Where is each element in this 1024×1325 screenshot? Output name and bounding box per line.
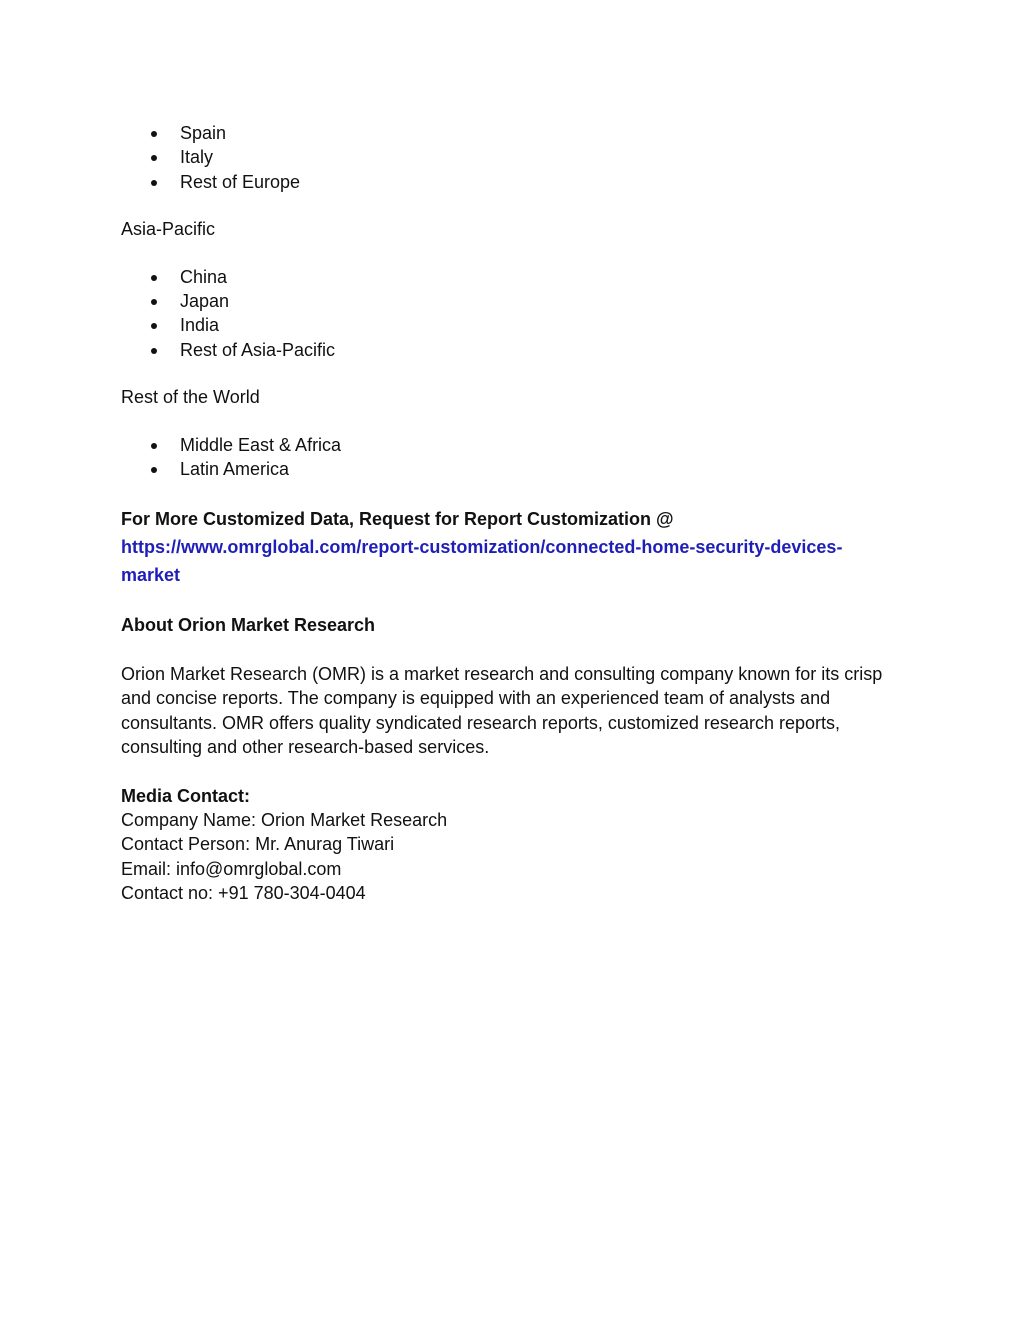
bullet-icon xyxy=(151,443,157,449)
customization-link-line1[interactable]: https://www.omrglobal.com/report-customization/connected-home-security-devices- xyxy=(121,537,843,558)
bullet-icon xyxy=(151,131,157,137)
europe-country-list xyxy=(121,121,911,194)
list-item: Rest of Europe xyxy=(121,170,911,194)
bullet-icon xyxy=(151,299,157,305)
customization-prompt: For More Customized Data, Request for Report Customization @ xyxy=(121,509,674,530)
bullet-icon xyxy=(151,155,157,161)
document-content xyxy=(121,121,911,906)
list-item: Latin America xyxy=(121,457,911,481)
customization-link-line2[interactable]: market xyxy=(121,565,181,586)
list-item: Spain xyxy=(121,121,911,145)
rest-of-world-list xyxy=(121,433,911,482)
bullet-icon xyxy=(151,275,157,281)
contact-company: Company Name: Orion Market Research xyxy=(121,809,448,830)
contact-phone: Contact no: +91 780-304-0404 xyxy=(121,883,366,904)
list-item: Italy xyxy=(121,145,911,169)
about-heading: About Orion Market Research xyxy=(121,615,376,636)
list-item: China xyxy=(121,265,911,289)
list-item: Rest of Asia-Pacific xyxy=(121,338,911,362)
list-item: Middle East & Africa xyxy=(121,433,911,457)
asia-pacific-heading: Asia-Pacific xyxy=(121,219,216,240)
bullet-icon xyxy=(151,323,157,329)
bullet-icon xyxy=(151,348,157,354)
rest-of-world-heading: Rest of the World xyxy=(121,387,260,408)
bullet-icon xyxy=(151,180,157,186)
contact-person: Contact Person: Mr. Anurag Tiwari xyxy=(121,834,395,855)
about-paragraph: Orion Market Research (OMR) is a market research and consulting company known for its crisp and concise reports. The company is equipped with an experienced team of analysts and consultants. OMR offers quality syndicated research reports, customized research reports, consulting and other research-based services. xyxy=(121,663,883,758)
list-item: Japan xyxy=(121,289,911,313)
contact-email: Email: info@omrglobal.com xyxy=(121,858,342,879)
media-contact-heading: Media Contact: xyxy=(121,785,251,806)
asia-pacific-country-list xyxy=(121,265,911,363)
customization-link[interactable] xyxy=(121,533,861,589)
bullet-icon xyxy=(151,467,157,473)
list-item: India xyxy=(121,313,911,337)
